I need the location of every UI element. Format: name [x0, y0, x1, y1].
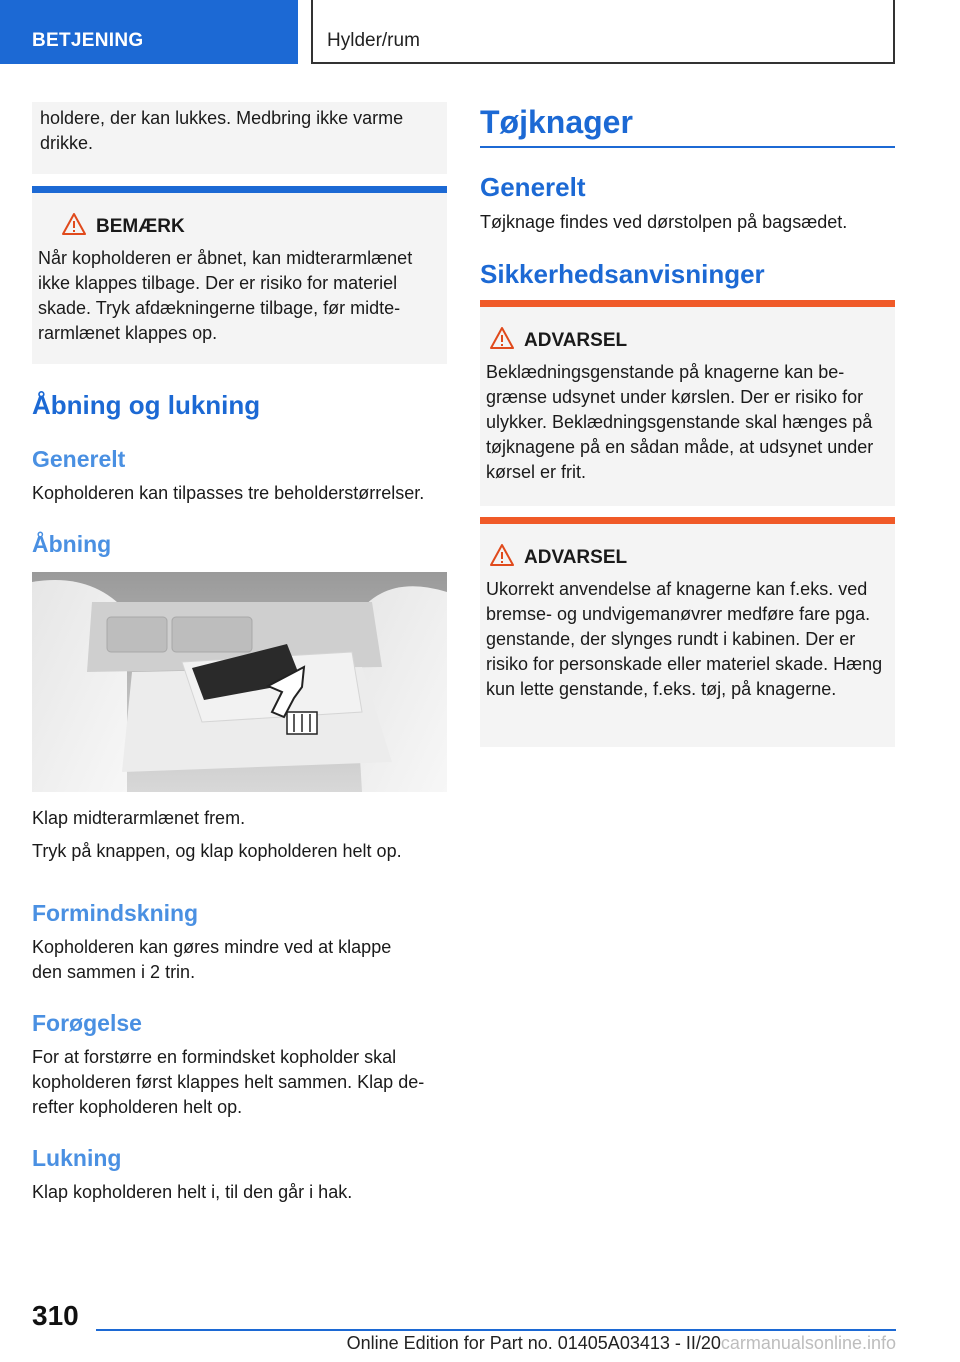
warning-text-2: Ukorrekt anvendelse af knagerne kan f.eks. ved bremse- og undvigemanøvrer medføre fare pga. genstande, der slynges rundt i kabinen. Der er risiko for personskade eller materiel skade. Hæng kun lette genstande, f.eks. tøj, på knagerne. [486, 579, 883, 699]
notice-text: Når kopholderen er åbnet, kan midterarmlænet ikke klappes tilbage. Der er risiko for materiel skade. Tryk afdækningerne tilbage, før midte-rarmlænet klappes op. [38, 248, 413, 343]
heading-rule [480, 146, 895, 148]
section-label: BETJENING [32, 30, 144, 51]
armrest-cupholder-image [32, 572, 447, 792]
heading-enlarge: Forøgelse [32, 1010, 142, 1036]
notice-box [32, 186, 447, 364]
warning-text-1: Beklædningsgenstande på knagerne kan be-grænse udsynet under kørslen. Der er risiko for ulykker. Beklædningsgenstande skal hænges på tøjknagene på en sådan måde, at udsynet under kørsel er frit. [486, 362, 874, 482]
step-1-text: Klap midterarmlænet frem. [32, 808, 246, 828]
notice-title: BEMÆRK [96, 216, 185, 237]
closing-text: Klap kopholderen helt i, til den går i hak. [32, 1182, 353, 1202]
notice-bar [32, 186, 447, 193]
footer-edition [280, 1333, 896, 1354]
topic-label: Hylder/rum [327, 30, 420, 51]
general-text-right: Tøjknage findes ved dørstolpen på bagsædet. [480, 212, 848, 232]
warning-box-2 [480, 517, 895, 747]
topic-tab [311, 0, 895, 64]
heading-opening-closing: Åbning og lukning [32, 390, 261, 420]
heading-opening: Åbning [32, 531, 112, 557]
warning-box-1 [480, 300, 895, 506]
heading-closing: Lukning [32, 1145, 122, 1171]
step-2-text: Tryk på knappen, og klap kopholderen helt op. [32, 841, 402, 861]
reduce-text: Kopholderen kan gøres mindre ved at klappe den sammen i 2 trin. [32, 937, 392, 982]
warning-title-2: ADVARSEL [524, 547, 628, 568]
heading-general-right: Generelt [480, 172, 586, 202]
watermark-text[interactable]: carmanualsonline.info [720, 1333, 896, 1353]
section-tab [0, 0, 298, 64]
heading-reduce: Formindskning [32, 900, 199, 926]
warning-title-1: ADVARSEL [524, 330, 628, 351]
heading-general: Generelt [32, 446, 126, 472]
page-number: 310 [32, 1300, 79, 1331]
enlarge-text: For at forstørre en formindsket kopholder skal kopholderen først klappes helt sammen. Klap de-refter kopholderen helt op. [32, 1047, 425, 1117]
general-text: Kopholderen kan tilpasses tre beholderstørrelser. [32, 483, 425, 503]
continuation-box [32, 102, 447, 174]
edition-text: Online Edition for Part no. 01405A03413 - II/20 [346, 1333, 721, 1353]
continuation-text: holdere, der kan lukkes. Medbring ikke varme drikke. [40, 108, 404, 153]
warning-triangle-icon [490, 326, 514, 350]
warning-bar-2 [480, 517, 895, 524]
warning-triangle-icon [490, 543, 514, 567]
heading-coat-hooks: Tøjknager [480, 104, 633, 140]
heading-safety: Sikkerhedsanvisninger [480, 259, 765, 289]
warning-bar-1 [480, 300, 895, 307]
footer-rule [96, 1329, 896, 1331]
warning-triangle-icon [62, 212, 86, 236]
